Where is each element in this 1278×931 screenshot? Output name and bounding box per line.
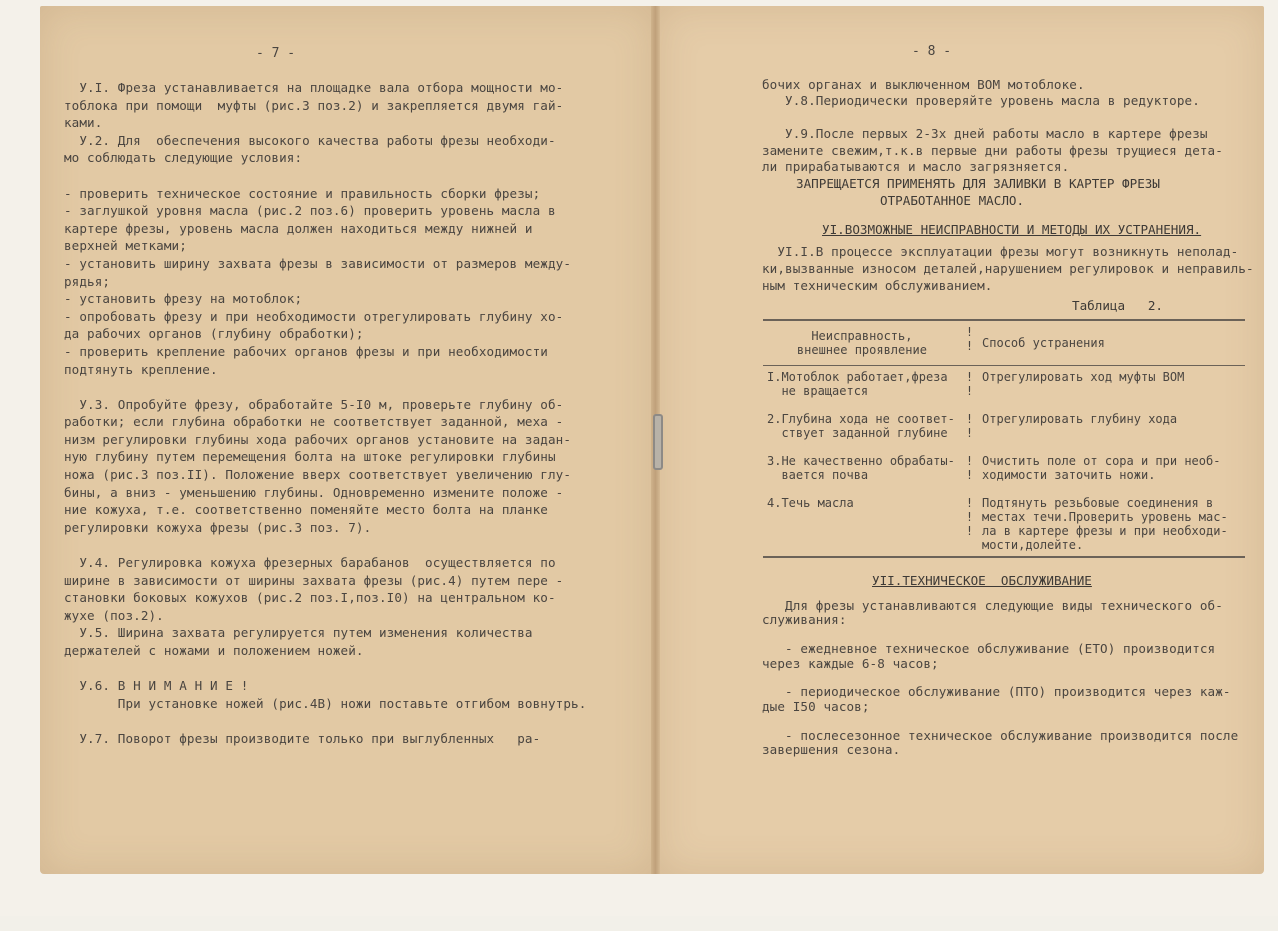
text-line — [64, 660, 586, 678]
text-line: У.3. Опробуйте фрезу, обработайте 5-I0 м, проверьте глубину об- — [64, 396, 564, 412]
text-line — [64, 167, 586, 185]
text-line: - заглушкой уровня масла (рис.2 поз.6) проверить уровень масла в — [64, 203, 556, 219]
table-row — [763, 492, 1245, 557]
section-6-text — [762, 243, 1254, 294]
table-cell-defect: I.Мотоблок работает,фреза не вращается — [767, 370, 948, 398]
right-intro-text — [762, 76, 1223, 174]
page-number-right: - 8 - — [912, 44, 952, 59]
text-line: рядья; — [64, 273, 111, 289]
warning-line-1: ЗАПРЕЩАЕТСЯ ПРИМЕНЯТЬ ДЛЯ ЗАЛИВКИ В КАРТЕР ФРЕЗЫ — [796, 176, 1160, 191]
table-cell-defect: 3.Не качественно обрабаты- вается почва — [767, 454, 955, 482]
table-row — [763, 408, 1245, 450]
text-line: - установить ширину захвата фрезы в зависимости от размеров между- — [64, 255, 572, 271]
table-cell-remedy: Отрегулировать ход муфты ВОМ — [982, 370, 1185, 384]
text-line: регулировки кожуха фрезы (рис.3 поз. 7). — [64, 519, 372, 535]
text-line: ным техническим обслуживанием. — [762, 278, 993, 293]
text-line: ками. — [64, 115, 103, 131]
page-number-left: - 7 - — [256, 46, 296, 61]
table-separator: ! ! — [965, 454, 974, 482]
table-separator: ! ! ! — [961, 492, 978, 557]
text-line: Для фрезы устанавливаются следующие виды технического об- — [762, 598, 1223, 613]
text-line: При установке ножей (рис.4В) ножи поставьте отгибом вовнутрь. — [64, 695, 587, 711]
table-header-remedy: Способ устранения — [978, 320, 1245, 366]
text-line: У.2. Для обеспечения высокого качества работы фрезы необходи- — [64, 132, 556, 148]
table-separator: ! ! — [961, 320, 978, 366]
table-separator: ! ! — [965, 370, 974, 398]
section-7-title: УII.ТЕХНИЧЕСКОЕ ОБСЛУЖИВАНИЕ — [872, 573, 1092, 588]
table-header-row — [763, 320, 1245, 366]
text-line: верхней метками; — [64, 238, 187, 254]
table-caption: Таблица 2. — [1072, 298, 1163, 313]
table-row — [763, 450, 1245, 492]
text-line: работки; если глубина обработки не соответствует заданной, меха - — [64, 414, 564, 430]
text-line: У.9.После первых 2-3х дней работы масло в картере фрезы — [762, 126, 1208, 142]
text-line: бины, а вниз - уменьшению глубины. Одновременно измените положе - — [64, 484, 564, 500]
text-line — [64, 536, 586, 554]
text-line: картере фрезы, уровень масла должен находиться между нижней и — [64, 220, 533, 236]
text-line: - проверить крепление рабочих органов фрезы и при необходимости — [64, 343, 548, 359]
table-separator: ! ! — [965, 412, 974, 440]
text-line — [762, 626, 1238, 640]
text-line: замените свежим,т.к.в первые дни работы фрезы трущиеся дета- — [762, 142, 1223, 158]
text-line: ширине в зависимости от ширины захвата фрезы (рис.4) путем пере - — [64, 572, 564, 588]
text-line: - периодическое обслуживание (ПТО) производится через каж- — [762, 684, 1231, 700]
scan-margin — [0, 916, 1278, 931]
text-line: ножа (рис.3 поз.II). Положение вверх соответствует увеличению глу- — [64, 467, 572, 483]
defects-table — [763, 319, 1245, 558]
text-line: У.I. Фреза устанавливается на площадке вала отбора мощности мо- — [64, 80, 564, 95]
text-line: У.7. Поворот фрезы производите только при выглубленных ра- — [64, 730, 541, 746]
text-line: У.5. Ширина захвата регулируется путем изменения количества — [64, 625, 533, 641]
left-page-text — [64, 79, 586, 748]
table-header-defect: Неисправность, внешнее проявление — [763, 320, 961, 366]
text-line: завершения сезона. — [762, 741, 901, 757]
text-line: низм регулировки глубины хода рабочих органов установите на задан- — [64, 431, 572, 447]
table-cell-remedy: Отрегулировать глубину хода — [982, 412, 1178, 426]
table-cell-defect: 4.Течь масла — [763, 492, 961, 557]
text-line: через каждые 6-8 часов; — [762, 655, 939, 671]
text-line: подтянуть крепление. — [64, 361, 218, 377]
text-line: УI.I.В процессе эксплуатации фрезы могут возникнуть неполад- — [762, 244, 1239, 259]
text-line: дые I50 часов; — [762, 698, 870, 714]
staple — [653, 414, 663, 470]
text-line: ли прирабатываются и масло загрязняется. — [762, 158, 1070, 174]
text-line: ную глубину путем перемещения болта на штоке регулировки глубины — [64, 449, 556, 465]
warning-line-2: ОТРАБОТАННОЕ МАСЛО. — [880, 193, 1025, 208]
text-line: ки,вызванные износом деталей,нарушением регулировок и неправиль- — [762, 261, 1254, 276]
section-7-text — [762, 597, 1238, 755]
text-line: держателей с ножами и положением ножей. — [64, 643, 364, 658]
text-line — [762, 669, 1238, 683]
text-line: мо соблюдать следующие условия: — [64, 150, 303, 166]
text-line — [64, 712, 586, 730]
text-line: тоблока при помощи муфты (рис.3 поз.2) и закрепляется двумя гай- — [64, 97, 564, 113]
text-line — [64, 378, 586, 396]
text-line: ние кожуха, т.е. соответственно поменяйте место болта на планке — [64, 502, 548, 518]
text-line: да рабочих органов (глубину обработки); — [64, 326, 364, 342]
text-line: У.4. Регулировка кожуха фрезерных барабанов осуществляется по — [64, 555, 556, 571]
text-line: - установить фрезу на мотоблок; — [64, 291, 303, 307]
text-line: - послесезонное техническое обслуживание производится после — [762, 727, 1239, 743]
text-line: У.6. В Н И М А Н И Е ! — [64, 678, 249, 694]
table-cell-remedy: Подтянуть резьбовые соединения в местах течи.Проверить уровень мас- ла в картере фрезы и при необходи- мости,долейте. — [978, 492, 1245, 557]
table-cell-defect: 2.Глубина хода не соответ- ствует заданной глубине — [767, 412, 955, 440]
text-line: У.8.Периодически проверяйте уровень масла в редукторе. — [762, 93, 1200, 109]
section-6-title: УI.ВОЗМОЖНЫЕ НЕИСПРАВНОСТИ И МЕТОДЫ ИХ УСТРАНЕНИЯ. — [822, 222, 1202, 237]
text-line: - ежедневное техническое обслуживание (ЕТО) производится — [762, 641, 1216, 657]
text-line: - опробовать фрезу и при необходимости отрегулировать глубину хо- — [64, 308, 564, 324]
text-line — [762, 109, 1223, 125]
text-line: становки боковых кожухов (рис.2 поз.I,поз.I0) на центральном ко- — [64, 590, 556, 606]
text-line — [762, 712, 1238, 726]
text-line: бочих органах и выключенном ВОМ мотоблоке. — [762, 77, 1085, 92]
table-row — [763, 366, 1245, 409]
text-line: - проверить техническое состояние и правильность сборки фрезы; — [64, 185, 541, 201]
table-cell-remedy: Очистить поле от сора и при необ- ходимости заточить ножи. — [982, 454, 1221, 482]
text-line: жухе (поз.2). — [64, 607, 164, 623]
text-line: служивания: — [762, 612, 847, 628]
